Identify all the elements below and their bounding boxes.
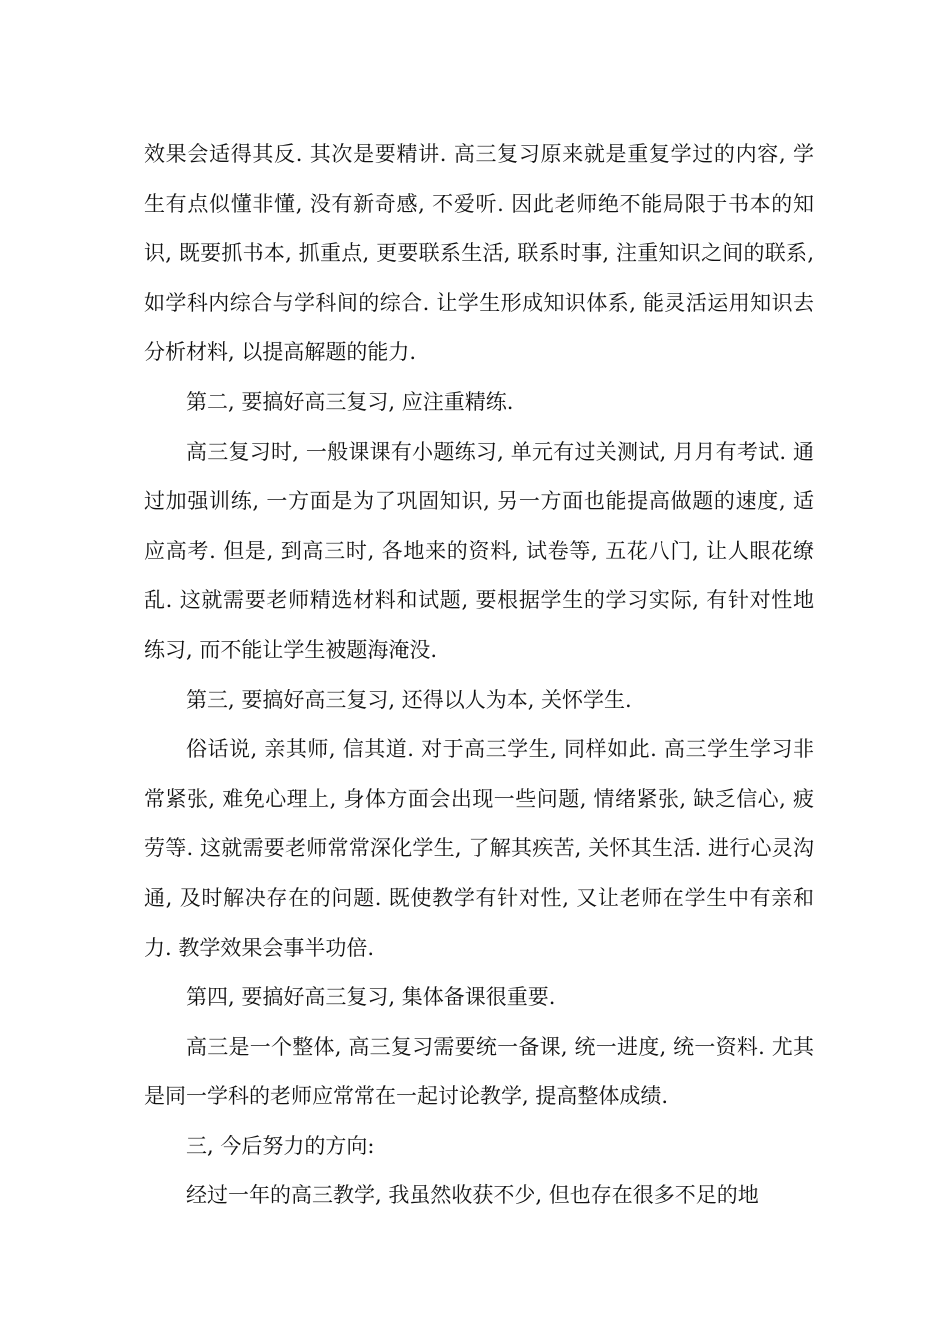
paragraph-care: 俗话说, 亲其师, 信其道. 对于高三学生, 同样如此. 高三学生学习非常紧张, 难免心理上, 身体方面会出现一些问题, 情绪紧张, 缺乏信心, 疲劳等. 这就需要老师常常深化学生, 了解其疾苦, 关怀其生活. 进行心灵沟通, 及时解决存在的问题. 既使教学有针对性, 又让老师在学生中有亲和力. 教学效果会事半功倍. — [144, 737, 814, 960]
document-body — [144, 130, 814, 1221]
paragraph-heading-direction: 三, 今后努力的方向: — [186, 1133, 375, 1158]
paragraph-practice: 高三复习时, 一般课课有小题练习, 单元有过关测试, 月月有考试. 通过加强训练, 一方面是为了巩固知识, 另一方面也能提高做题的速度, 适应高考. 但是, 到高三时, 各地来的资料, 试卷等, 五花八门, 让人眼花缭乱. 这就需要老师精选材料和试题, 要根据学生的学习实际, 有针对性地练习, 而不能让学生被题海淹没. — [144, 439, 814, 662]
paragraph-conclusion: 经过一年的高三教学, 我虽然收获不少, 但也存在很多不足的地 — [186, 1183, 759, 1208]
paragraph-collective: 高三是一个整体, 高三复习需要统一备课, 统一进度, 统一资料. 尤其是同一学科的老师应常常在一起讨论教学, 提高整体成绩. — [144, 1034, 814, 1109]
paragraph-heading-second: 第二, 要搞好高三复习, 应注重精练. — [186, 389, 514, 414]
paragraph-heading-third: 第三, 要搞好高三复习, 还得以人为本, 关怀学生. — [186, 687, 632, 712]
paragraph-heading-fourth: 第四, 要搞好高三复习, 集体备课很重要. — [186, 985, 556, 1010]
paragraph-continuation: 效果会适得其反. 其次是要精讲. 高三复习原来就是重复学过的内容, 学生有点似懂非懂, 没有新奇感, 不爱听. 因此老师绝不能局限于书本的知识, 既要抓书本, 抓重点, 更要联系生活, 联系时事, 注重知识之间的联系, 如学科内综合与学科间的综合. 让学生形成知识体系, 能灵活运用知识去分析材料, 以提高解题的能力. — [144, 142, 814, 365]
